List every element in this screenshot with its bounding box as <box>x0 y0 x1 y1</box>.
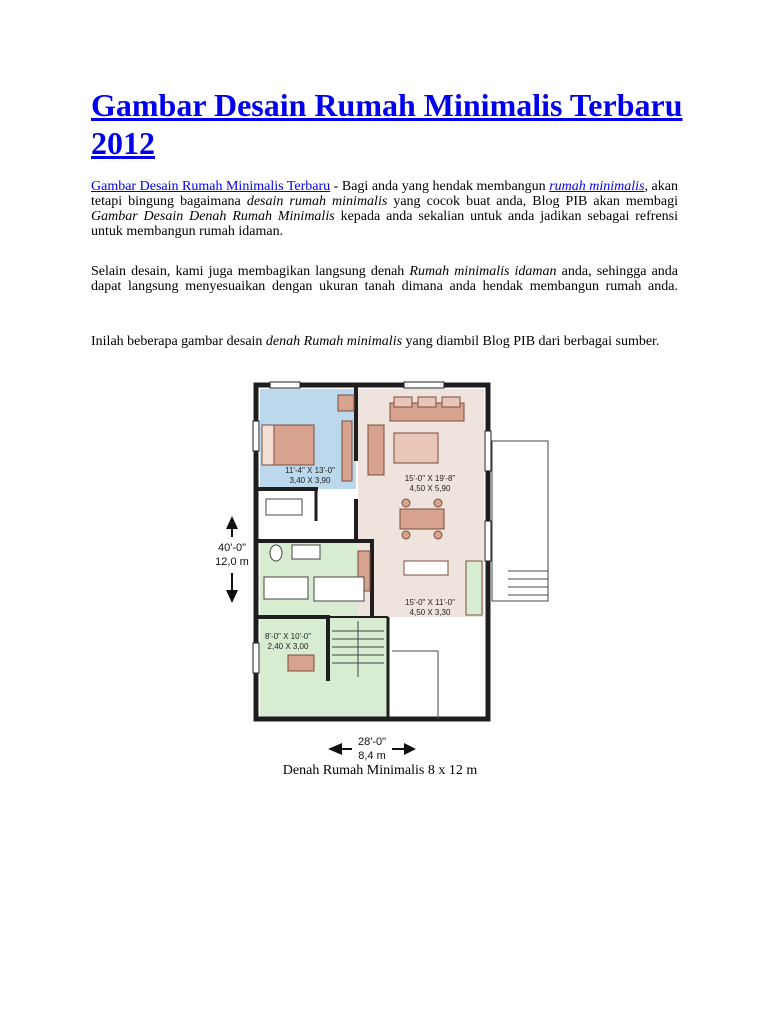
text-span: Selain desain, kami juga membagikan langsung denah <box>91 264 410 279</box>
intro-paragraph <box>91 179 678 239</box>
bedroom1-dims-ft: 11'-4" X 13'-0" <box>285 466 335 475</box>
width-ft-label: 28'-0" <box>357 736 387 748</box>
text-span: Inilah beberapa gambar desain <box>91 334 266 349</box>
text-span: yang cocok buat anda, Blog PIB akan membagi <box>387 194 678 209</box>
floor-plan-image <box>208 381 558 764</box>
page-title <box>91 86 691 162</box>
text-span: anda, sehingga anda dapat langsung menyesuaikan dengan ukuran tanah dimana anda hendak membangun rumah anda. <box>91 264 679 294</box>
figure-caption: Denah Rumah Minimalis 8 x 12 m <box>282 763 478 778</box>
height-ft-label: 40'-0" <box>217 542 247 554</box>
text-span: kepada anda sekalian untuk anda jadikan sebagai refrensi untuk membangun rumah idaman. <box>91 209 678 239</box>
bedroom2-dims-m: 2,40 X 3,00 <box>267 642 309 651</box>
italic-phrase: Rumah minimalis idaman <box>409 264 557 279</box>
height-m-label: 12,0 m <box>215 556 249 568</box>
third-paragraph <box>91 334 678 349</box>
italic-phrase: Gambar Desain Denah Rumah Minimalis <box>91 209 335 224</box>
living-dims-ft: 15'-0" X 19'-8" <box>404 474 456 483</box>
text-span: , akan tetapi bingung bagaimana <box>91 179 678 209</box>
text-span: yang diambil Blog PIB dari berbagai sumber. <box>402 334 660 349</box>
living-dims-m: 4,50 X 5,90 <box>409 484 451 493</box>
italic-phrase: denah Rumah minimalis <box>265 334 403 349</box>
living-floor <box>358 389 484 617</box>
text-span: - Bagi anda yang hendak membangun <box>330 179 550 194</box>
width-m-label: 8,4 m <box>358 750 386 762</box>
bedroom1-dims-m: 3,40 X 3,90 <box>289 476 331 485</box>
kitchen-dims-ft: 15'-0" X 11'-0" <box>405 598 455 607</box>
bedroom2-dims-ft: 8'-0" X 10'-0" <box>264 632 312 641</box>
title-inline-link[interactable]: Gambar Desain Rumah Minimalis Terbaru <box>91 179 331 194</box>
title-link[interactable]: Gambar Desain Rumah Minimalis Terbaru 2012 <box>91 87 683 161</box>
kitchen-dims-m: 4,50 X 3,30 <box>409 608 451 617</box>
second-paragraph <box>91 264 678 294</box>
italic-phrase: desain rumah minimalis <box>246 194 388 209</box>
rumah-minimalis-link[interactable]: rumah minimalis <box>549 179 645 194</box>
